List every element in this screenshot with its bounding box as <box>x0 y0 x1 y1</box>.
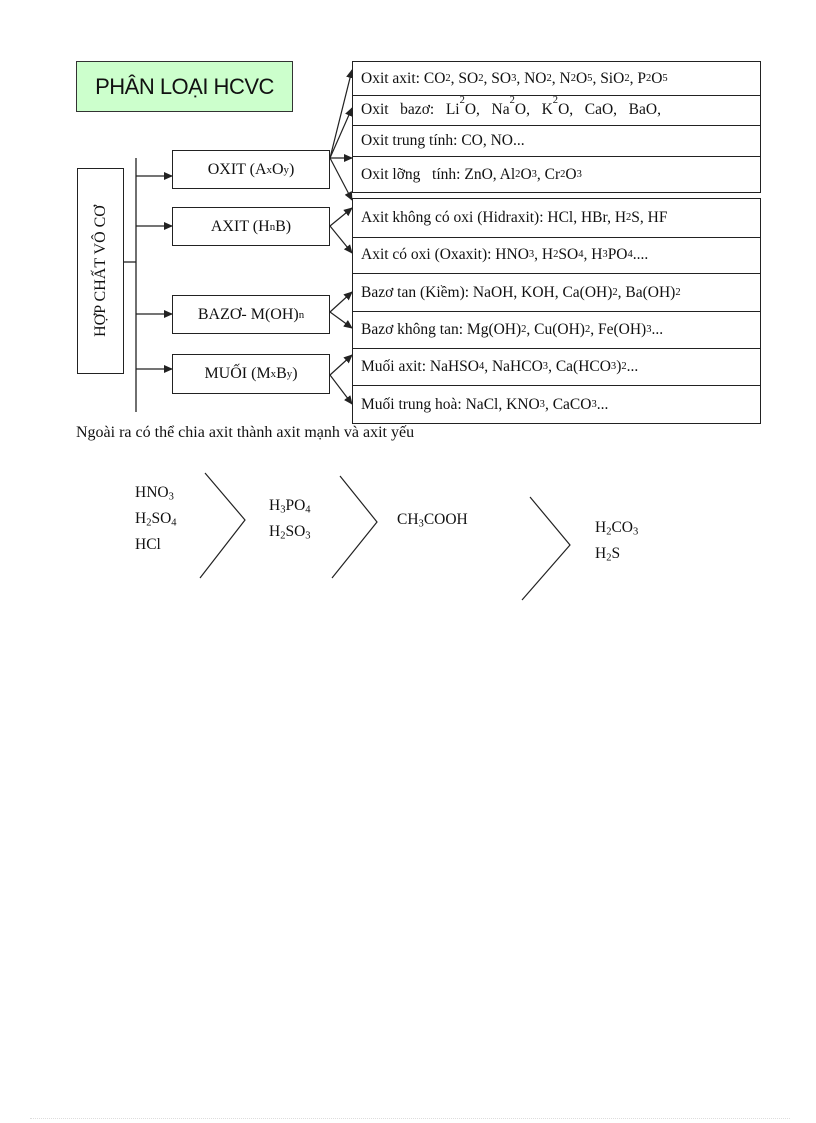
acid-group-medium <box>269 493 311 545</box>
type-item: Bazơ tan (Kiềm): NaOH, KOH, Ca(OH) 2 , Ba(OH) 2 <box>361 283 681 301</box>
chevron-1 <box>200 473 245 578</box>
category-oxit: OXIT (A x O y ) <box>172 150 330 189</box>
oxit-item: Oxit lỡng tính: ZnO, Al 2 O 3 , Cr 2 O 3 <box>361 166 582 183</box>
oxit-item: Oxit axit: CO 2 , SO 2 , SO 3 , NO 2 , N 2 O 5 , SiO 2 , P 2 O 5 <box>361 69 668 87</box>
acid-formula: $H_3PO_4$ <box>269 497 311 516</box>
acid-formula: $H_2S$ <box>595 545 621 564</box>
diagram-title: PHÂN LOẠI HCVC <box>76 61 293 112</box>
root-label: HỢP CHẤT VÔ CƠ <box>91 205 109 337</box>
type-item: Bazơ không tan: Mg(OH) 2 , Cu(OH) 2 , Fe(OH) 3 ... <box>361 321 664 338</box>
acid-group-very-weak <box>595 515 638 567</box>
category-axit: AXIT (H n B) <box>172 207 330 246</box>
acid-formula: $H_2CO_3$ <box>595 519 639 538</box>
root-box <box>77 168 124 374</box>
category-muoi: MUỐI (M x B y ) <box>172 354 330 394</box>
acid-formula: $H_2SO_3$ <box>269 523 311 542</box>
oxit-item: Oxit trung tính: CO, NO... <box>353 126 760 156</box>
note-text: Ngoài ra có thể chia axit thành axit mạnh và axit yếu <box>76 424 415 441</box>
oxit-panel <box>352 61 761 193</box>
page-bottom-rule <box>30 1118 790 1119</box>
oxit-item: Oxit bazơ: Li 2 O, Na 2 O, K 2 O, CaO, BaO, <box>361 96 661 118</box>
acid-group-weak <box>397 507 468 533</box>
type-item: Muối axit: NaHSO 4 , NaHCO 3 , Ca(HCO 3 ) 2 ... <box>361 358 639 375</box>
type-item: Muối trung hoà: NaCl, KNO 3 , CaCO 3 ... <box>361 396 609 413</box>
acid-formula: $CH_3COOH$ <box>397 511 468 530</box>
category-bazo: BAZƠ- M(OH) n <box>172 295 330 334</box>
chevron-3 <box>522 497 570 600</box>
types-panel <box>352 198 761 424</box>
acid-formula: HCl <box>135 536 161 553</box>
type-item: Axit có oxi (Oxaxit): HNO 3 , H 2 SO 4 , H 3 PO 4 .... <box>361 246 649 263</box>
acid-group-strong <box>135 480 177 558</box>
type-item: Axit không có oxi (Hidraxit): HCl, HBr, H 2 S, HF <box>361 208 668 226</box>
acid-formula: $HNO_3$ <box>135 484 174 503</box>
chevron-2 <box>332 476 377 578</box>
acid-formula: $H_2SO_4$ <box>135 510 177 529</box>
